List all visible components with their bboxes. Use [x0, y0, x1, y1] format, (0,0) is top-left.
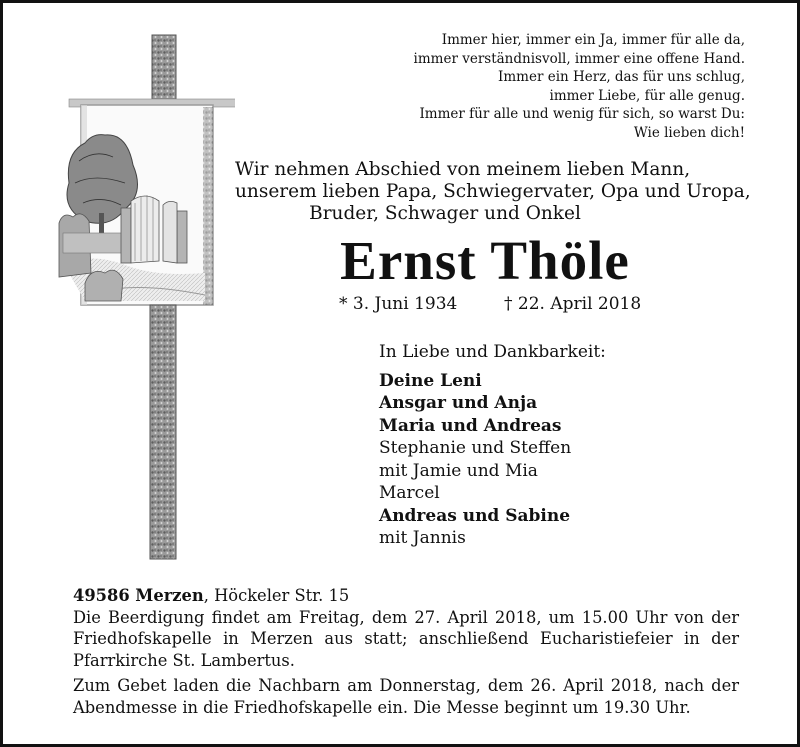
mourners-lead: In Liebe und Dankbarkeit: — [379, 342, 606, 362]
cross-garden-illustration — [55, 33, 235, 561]
prayer-info: Zum Gebet laden die Nachbarn am Donnerstag, dem 26. April 2018, nach der Abendmesse in die Friedhofskapelle ein. Die Messe beginnt um 19.30 Uhr. — [73, 676, 739, 717]
intro-line: unserem lieben Papa, Schwiegervater, Opa und Uropa, — [235, 181, 751, 202]
address-street: , Höckeler Str. 15 — [203, 586, 350, 605]
farewell-intro — [235, 159, 751, 225]
poem-line: Immer für alle und wenig für sich, so warst Du: — [419, 106, 745, 123]
intro-line: Wir nehmen Abschied von meinem lieben Mann, — [235, 159, 691, 180]
poem-line: Immer hier, immer ein Ja, immer für alle da, — [441, 32, 745, 48]
funeral-details — [73, 585, 739, 718]
life-dates — [339, 293, 659, 315]
poem — [325, 31, 745, 143]
poem-line: Wie lieben dich! — [633, 124, 745, 141]
funeral-info: Die Beerdigung findet am Freitag, dem 27. April 2018, um 15.00 Uhr von der Friedhofskapelle in Merzen aus statt; anschließend Eucharistiefeier in der Pfarrkirche St. Lambertus. — [73, 607, 739, 670]
mourner: mit Jamie und Mia — [379, 460, 538, 481]
poem-line: Immer ein Herz, das für uns schlug, — [498, 69, 745, 86]
mourner: Andreas und Sabine — [379, 505, 571, 526]
mourner: Marcel — [379, 483, 440, 503]
mourner: Maria und Andreas — [379, 415, 562, 436]
mourners-list — [379, 341, 739, 550]
birth-date: * 3. Juni 1934 — [339, 294, 458, 314]
mourner: mit Jannis — [379, 528, 466, 548]
mourner: Deine Leni — [379, 370, 482, 391]
deceased-name: Ernst Thöle — [340, 230, 630, 291]
poem-line: immer Liebe, für alle genug. — [549, 87, 745, 104]
death-date: † 22. April 2018 — [504, 294, 642, 314]
address-city: 49586 Merzen — [73, 586, 204, 605]
address — [73, 585, 739, 607]
poem-line: immer verständnisvoll, immer eine offene Hand. — [413, 50, 745, 67]
mourner: Ansgar und Anja — [379, 393, 538, 413]
intro-line: Bruder, Schwager und Onkel — [309, 203, 581, 224]
mourner: Stephanie und Steffen — [379, 438, 572, 458]
